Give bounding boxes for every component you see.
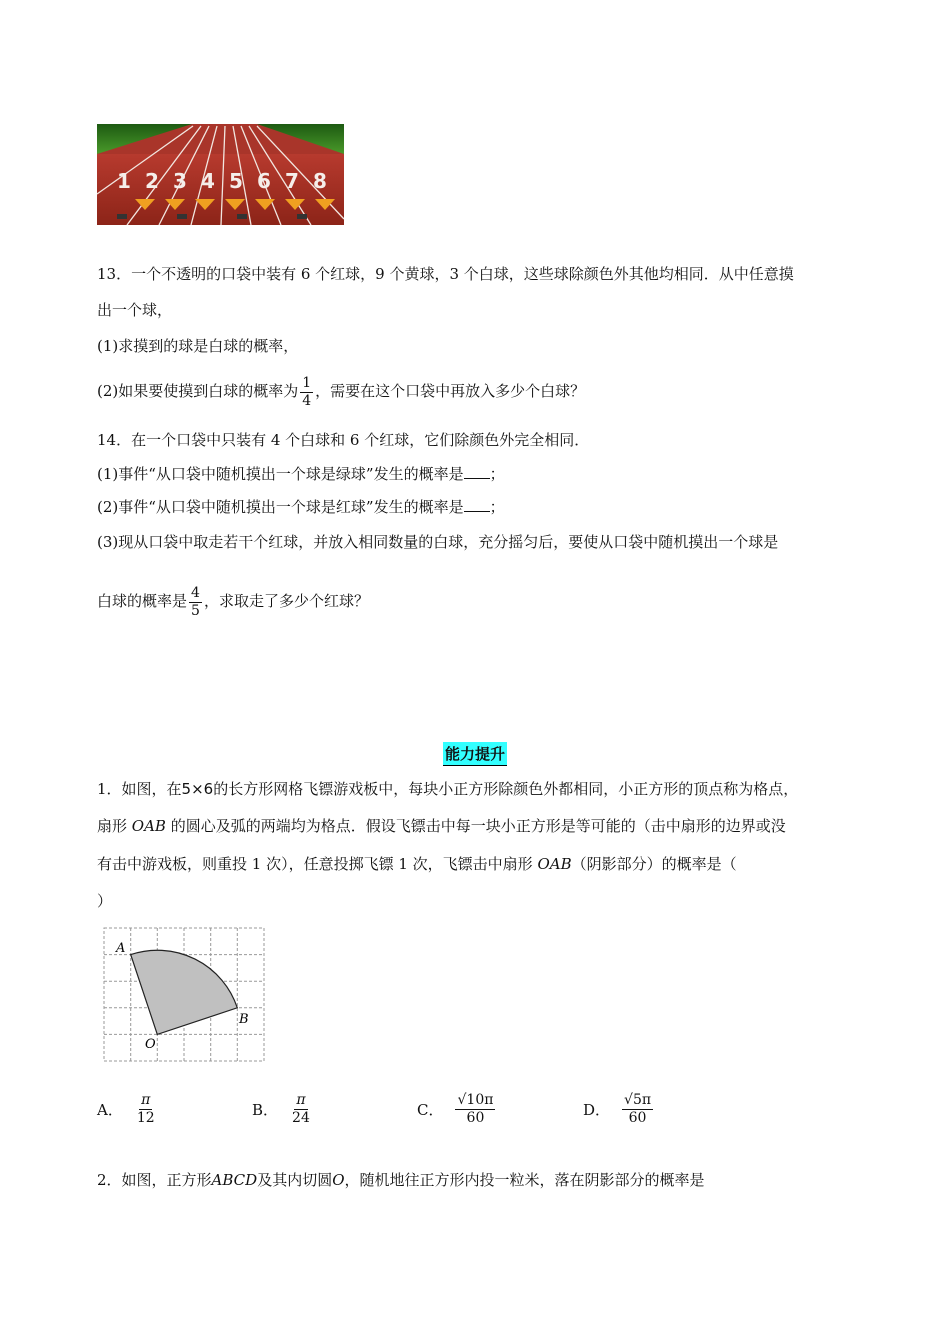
fraction bbox=[622, 1092, 653, 1127]
frac-den: 12 bbox=[136, 1110, 155, 1126]
frac-den: 60 bbox=[466, 1110, 485, 1126]
point-b-label: B bbox=[239, 1012, 249, 1027]
square-name: ABCD bbox=[211, 1171, 258, 1189]
frac-den: 24 bbox=[292, 1110, 310, 1126]
p2-line bbox=[97, 1170, 705, 1190]
option-c[interactable] bbox=[417, 1092, 497, 1127]
q13-line2: 出一个球， bbox=[97, 301, 173, 319]
q14-sub1-pre: (1)事件“从口袋中随机摸出一个球是绿球”发生的概率是 bbox=[97, 465, 464, 483]
fraction bbox=[300, 375, 313, 410]
frac-den: 4 bbox=[302, 392, 312, 409]
p2-pre: 2．如图，正方形 bbox=[97, 1171, 212, 1189]
option-d[interactable] bbox=[583, 1092, 655, 1127]
q13-sub2 bbox=[97, 372, 585, 410]
lane-number: 2 bbox=[145, 169, 159, 193]
lane-number: 6 bbox=[257, 169, 271, 193]
sector-name: OAB bbox=[537, 855, 572, 873]
point-a-label: A bbox=[116, 941, 126, 956]
q14-sub2 bbox=[97, 497, 505, 517]
p2-mid: 及其内切圆 bbox=[257, 1171, 333, 1189]
running-track-image bbox=[97, 124, 344, 225]
section-title: 能力提升 bbox=[443, 742, 507, 766]
grid-size: 5×6 bbox=[181, 780, 214, 798]
q13-sub2-post: ，需要在这个口袋中再放入多少个白球？ bbox=[315, 382, 586, 400]
q14-sub3b-pre: 白球的概率是 bbox=[97, 592, 188, 610]
q14-sub1-post: ； bbox=[489, 465, 505, 483]
option-label: B． bbox=[252, 1101, 279, 1119]
frac-num: π bbox=[141, 1092, 151, 1108]
p1-line3 bbox=[97, 854, 737, 874]
lane-number: 1 bbox=[117, 169, 131, 193]
frac-num: 1 bbox=[302, 374, 312, 391]
q13-sub1: (1)求摸到的球是白球的概率， bbox=[97, 337, 299, 355]
p1-line3-post: （阴影部分）的概率是（ bbox=[571, 855, 737, 873]
option-label: C． bbox=[417, 1101, 444, 1119]
lane-number: 5 bbox=[229, 169, 243, 193]
fraction bbox=[290, 1092, 312, 1127]
fraction bbox=[455, 1092, 495, 1127]
p1-line1-pre: 1．如图，在 bbox=[97, 780, 182, 798]
lane-number: 8 bbox=[313, 169, 327, 193]
q14-sub2-post: ； bbox=[489, 498, 505, 516]
sector-grid-figure bbox=[100, 924, 270, 1064]
lane-number: 4 bbox=[201, 169, 215, 193]
option-label: D． bbox=[583, 1101, 611, 1119]
lane-number: 3 bbox=[173, 169, 187, 193]
p2-post: ，随机地往正方形内投一粒米，落在阴影部分的概率是 bbox=[344, 1171, 705, 1189]
q13-line1: 13．一个不透明的口袋中装有 6 个红球，9 个黄球，3 个白球，这些球除颜色外其他均相同．从中任意摸 bbox=[97, 265, 794, 283]
p1-line1-post: 的长方形网格飞镖游戏板中，每块小正方形除颜色外都相同，小正方形的顶点称为格点， bbox=[213, 780, 799, 798]
point-o-label: O bbox=[145, 1037, 156, 1052]
p1-line2-pre: 扇形 bbox=[97, 817, 132, 835]
p1-line1 bbox=[97, 779, 798, 799]
answer-blank bbox=[464, 464, 490, 479]
p1-line3-pre: 有击中游戏板，则重投 1 次），任意投掷飞镖 1 次，飞镖击中扇形 bbox=[97, 855, 538, 873]
q14-sub3b-post: ，求取走了多少个红球？ bbox=[203, 592, 369, 610]
sector-name: OAB bbox=[131, 817, 166, 835]
lane-number: 7 bbox=[285, 169, 299, 193]
circle-name: O bbox=[332, 1171, 345, 1189]
frac-num: 4 bbox=[191, 584, 200, 601]
frac-num: π bbox=[296, 1092, 306, 1108]
option-label: A． bbox=[97, 1101, 123, 1119]
option-b[interactable] bbox=[252, 1092, 314, 1127]
option-a[interactable] bbox=[97, 1092, 159, 1127]
q14-line1: 14．在一个口袋中只装有 4 个白球和 6 个红球，它们除颜色外完全相同． bbox=[97, 431, 590, 449]
p1-line2 bbox=[97, 816, 786, 836]
fraction bbox=[189, 585, 202, 620]
frac-den: 5 bbox=[191, 602, 200, 619]
p1-line2-post: 的圆心及弧的两端均为格点．假设飞镖击中每一块小正方形是等可能的（击中扇形的边界或没 bbox=[165, 817, 786, 835]
q14-sub3b bbox=[97, 582, 369, 620]
q13-sub2-pre: (2)如果要使摸到白球的概率为 bbox=[97, 382, 299, 400]
frac-den: 60 bbox=[628, 1110, 647, 1126]
p1-line4: ） bbox=[97, 892, 113, 910]
q14-sub3: (3)现从口袋中取走若干个红球，并放入相同数量的白球，充分摇匀后，要使从口袋中随机摸出一个球是 bbox=[97, 533, 779, 551]
frac-num: √5π bbox=[624, 1092, 652, 1108]
q14-sub2-pre: (2)事件“从口袋中随机摸出一个球是红球”发生的概率是 bbox=[97, 498, 464, 516]
frac-num: √10π bbox=[457, 1092, 494, 1108]
answer-blank bbox=[464, 497, 490, 512]
fraction bbox=[135, 1092, 157, 1127]
q14-sub1 bbox=[97, 464, 505, 484]
